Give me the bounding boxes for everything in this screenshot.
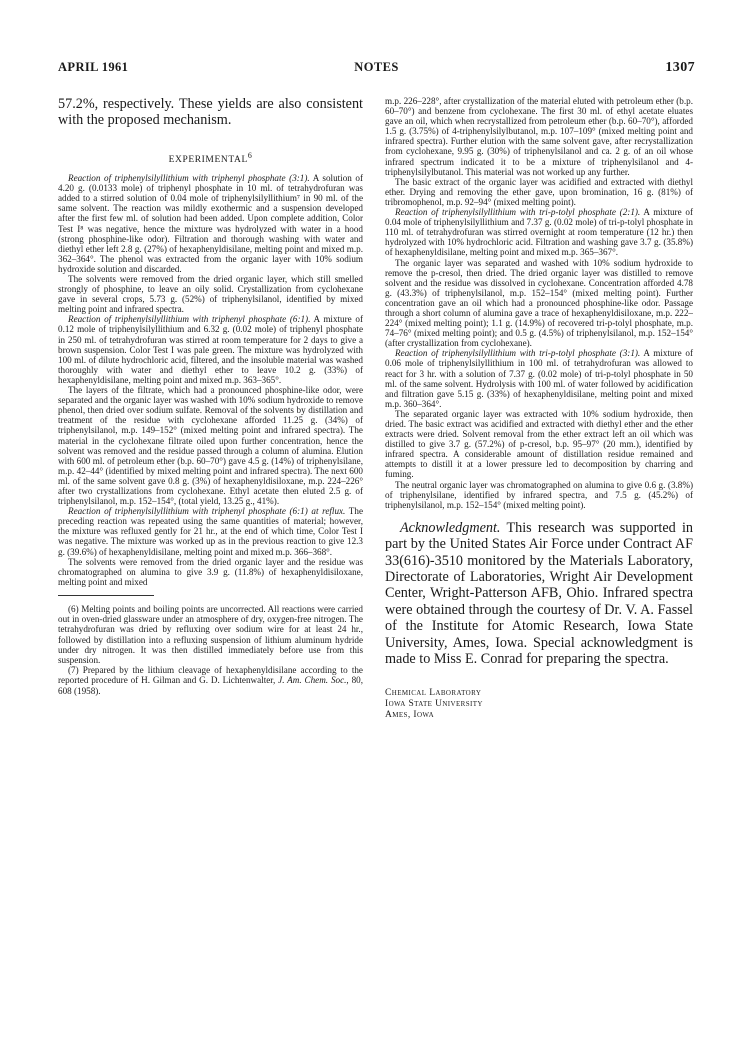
subsection-title: Reaction of triphenylsilyllithium with tri-p-tolyl phosphate (3:1). <box>395 348 641 359</box>
paragraph <box>385 348 693 409</box>
footnote-ref: 6 <box>247 150 253 160</box>
footnote-divider <box>58 595 154 596</box>
paragraph-text: The preceding reaction was repeated using the same quantities of material; however, the mixture was refluxed gently for 21 hr., at the end of which time, Color Test I was negative. The mixture was worked up as in the previous reaction to give 12.3 g. (39.6%) of hexaphenyldisilane, melting point and mixed m.p. 366–368°. <box>58 506 363 557</box>
section-heading <box>58 151 363 165</box>
paragraph: The organic layer was separated and washed with 10% sodium hydroxide to remove the p-cresol, then dried. The dried organic layer was distilled to remove solvent and the residue was dissolved in cyclohexane. Concentration afforded 4.78 g. (43.3%) of triphenylsilanol, m.p. 152–154° (mixed melting point). Further concentration gave an oil which had a pronounced phosphine-like odor. Passage through a short column of alumina gave a trace of hexaphenyldisiloxane, m.p. 222–224° (mixed melting point); 1.1 g. (14.9%) of recovered tri-p-tolyl phosphate, m.p. 74–76° (mixed melting point); and 0.5 g. (4.5%) of triphenylsilanol, m.p. 152–154° (after crystallization from cyclohexane). <box>385 257 693 349</box>
paragraph: The neutral organic layer was chromatographed on alumina to give 0.6 g. (3.8%) of triphenylsilane, identified by infrared spectra, and 7.5 g. (45.2%) of triphenylsilanol, m.p. 152–154° (mixed melting point). <box>385 479 693 510</box>
page-number: 1307 <box>665 60 695 75</box>
paragraph: m.p. 226–228°, after crystallization of the material eluted with petroleum ether (b.p. 60–70°) and benzene from cyclohexane. The first 30 ml. of ethyl acetate eluates gave an oil, which when recrystallized from petroleum ether (b.p. 60–70°), afforded 1.5 g. (3.75%) of 4-triphenylsilylbutanol, m.p. 107–109° (mixed melting point and infrared spectra). Further elution with the same solvent gave, after recrystallization from cyclohexane, 9.95 g. (30%) of triphenylsilanol and ca. 2 g. of an oil whose infrared spectrum indicated it to be a mixture of triphenylsilanol and 4-triphenylsilylbutanol. This material was not worked up any further. <box>385 96 693 177</box>
paragraph: The basic extract of the organic layer was acidified and extracted with diethyl ether. Drying and removing the ether gave, upon bromination, 16 g. (81%) of tribromophenol, m.p. 92–94° (mixed melting point). <box>385 176 693 207</box>
paragraph <box>385 207 693 257</box>
intro-paragraph: 57.2%, respectively. These yields are also consistent with the proposed mechanism. <box>58 96 363 129</box>
paragraph: The solvents were removed from the dried organic layer, which still smelled strongly of phosphine, to leave an oily solid. Crystallization from cyclohexane gave in several crops, 5.73 g. (52%) of triphenylsilanol, identified by mixed melting point and infrared spectra. <box>58 274 363 315</box>
paragraph <box>58 173 363 274</box>
footnote-text: (7) Prepared by the lithium cleavage of hexaphenyldisilane according to the reported procedure of H. Gilman and G. D. Lichtenwalter, <box>58 665 363 686</box>
subsection-title: Reaction of triphenylsilyllithium with tri-p-tolyl phosphate (2:1). <box>395 207 641 218</box>
paragraph: The solvents were removed from the dried organic layer and the residue was chromatographed on alumina to give 3.9 g. (11.8%) of hexaphenyldisiloxane, melting point and mixed <box>58 556 363 587</box>
paragraph-text: A mixture of 0.06 mole of triphenylsilyllithium in 100 ml. of tetrahydrofuran was allowed to react for 3 hr. with a solution of 7.37 g. (0.02 mole) of tri-p-tolyl phosphate in 50 ml. of the same solvent. Hydrolysis with 100 ml. of water followed by acidification and filtration gave 5.15 g. (33%) of hexaphenyldisilane, melting point and mixed m.p. 360–364°. <box>385 348 693 409</box>
paragraph-text: A mixture of 0.04 mole of triphenylsilyllithium and 7.37 g. (0.02 mole) of tri-p-tolyl phosphate in 110 ml. of tetrahydrofuran was stirred overnight at room temperature (12 hr.) then hydrolyzed with 10% hydrochloric acid. Filtration and washing gave 3.7 g. (35.8%) of hexaphenyldisilane, melting point and mixed m.p. 365–367°. <box>385 207 693 258</box>
subsection-title: Reaction of triphenylsilyllithium with triphenyl phosphate (3:1). <box>68 173 310 184</box>
affiliation-line: Chemical Laboratory <box>385 687 482 698</box>
acknowledgment-text: This research was supported in part by the United States Air Force under Contract AF 33(616)-3510 monitored by the Materials Laboratory, Directorate of Laboratories, Wright Air Development Center, Wright-Patterson AFB, Ohio. Infrared spectra were obtained through the courtesy of Dr. V. A. Fassel of the Institute for Atomic Research, Iowa State University, Ames, Iowa. Special acknowledgment is made to Miss E. Conrad for preparing the spectra. <box>385 519 693 668</box>
section-title: EXPERIMENTAL <box>168 154 248 165</box>
acknowledgment <box>385 520 693 668</box>
paragraph-text: A mixture of 0.12 mole of triphenylsilyllithium and 6.32 g. (0.02 mole) of triphenyl phosphate in 250 ml. of tetrahydrofuran was stirred at room temperature for 2 days to give a brown suspension. Color Test I was pale green. The mixture was hydrolyzed with 100 ml. of dilute hydrochloric acid, filtered, and the insoluble material was washed thoroughly with water and diethyl ether to leave 10.2 g. (33%) of hexaphenyldisilane, melting point and mixed m.p. 363–365°. <box>58 314 363 385</box>
left-column <box>58 96 363 696</box>
page-header <box>58 60 695 80</box>
paragraph <box>58 506 363 556</box>
affiliation-line: Ames, Iowa <box>385 709 435 720</box>
paragraph: The separated organic layer was extracted with 10% sodium hydroxide, then dried. The basic extract was acidified and extracted with diethyl ether and the ether extracts were dried. Solvent removal from the ether extract left an oil which was distilled to give 3.7 g. (57.2%) of p-cresol, b.p. 95–97° (20 mm.), identified by infrared spectra. A considerable amount of distillation residue remained and attempts to distill it at a lower pressure led to decomposition by charring and fuming. <box>385 408 693 480</box>
paragraph-text: A solution of 4.20 g. (0.0133 mole) of triphenyl phosphate in 10 ml. of tetrahydrofuran was added to a stirred solution of 0.04 mole of triphenylsilyllithium⁷ in 90 ml. of the same solvent. The reaction was mildly exothermic and a suspension developed after the first few ml. of solution had been added. Upon complete addition, Color Test I⁸ was negative, hence the mixture was hydrolyzed with water in a hood (strong phosphine-like odor). Filtration and thorough washing with water and diethyl ether left 2.8 g. (27%) of hexaphenyldisilane, melting point and mixed m.p. 362–364°. The phenol was extracted from the organic layer with 10% sodium hydroxide solution and discarded. <box>58 173 364 274</box>
affiliation-line: Iowa State University <box>385 698 483 709</box>
paragraph <box>58 314 363 385</box>
journal-name: J. Am. Chem. Soc. <box>278 675 347 686</box>
subsection-title: Reaction of triphenylsilyllithium with triphenyl phosphate (6:1) at reflux. <box>68 506 346 517</box>
right-column <box>385 96 693 721</box>
footnote-7 <box>58 665 363 696</box>
subsection-title: Reaction of triphenylsilyllithium with triphenyl phosphate (6:1). <box>68 314 311 325</box>
header-section: NOTES <box>354 60 399 74</box>
acknowledgment-title: Acknowledgment. <box>400 519 501 536</box>
header-date: APRIL 1961 <box>58 60 129 74</box>
footnote-text: , 80, 608 (1958). <box>58 675 363 696</box>
footnote-6: (6) Melting points and boiling points are uncorrected. All reactions were carried out in oven-dried glassware under an atmosphere of dry, oxygen-free nitrogen. The tetrahydrofuran was dried by refluxing over sodium wire for at least 24 hr., followed by distillation into a refluxing suspension of lithium aluminum hydride under dry nitrogen. It was then distilled immediately before use from this suspension. <box>58 603 363 665</box>
paragraph: The layers of the filtrate, which had a pronounced phosphine-like odor, were separated and the organic layer was washed with 10% sodium hydroxide to remove phenol, then dried over sodium sulfate. Removal of the solvents by distillation and treatment of the residue with cyclohexane afforded 11.25 g. (34%) of triphenylsilanol, m.p. 149–152° (mixed melting point and infrared spectra). The material in the cyclohexane filtrate oiled upon further concentration, hence the solvent was removed and the residue passed through a column of alumina. Elution with 600 ml. of petroleum ether (b.p. 60–70°) gave 4.5 g. (14%) of triphenylsilane, m.p. 42–44° (identified by mixed melting point and infrared spectra). The next 600 ml. of the same solvent gave 0.8 g. (3%) of hexaphenyldisiloxane, m.p. 224–226° after two crystallizations from cyclohexane. Ethyl acetate then eluted 2.5 g. of triphenylsilanol, m.p. 152–154°, (total yield, 13.25 g., 41%). <box>58 385 363 507</box>
